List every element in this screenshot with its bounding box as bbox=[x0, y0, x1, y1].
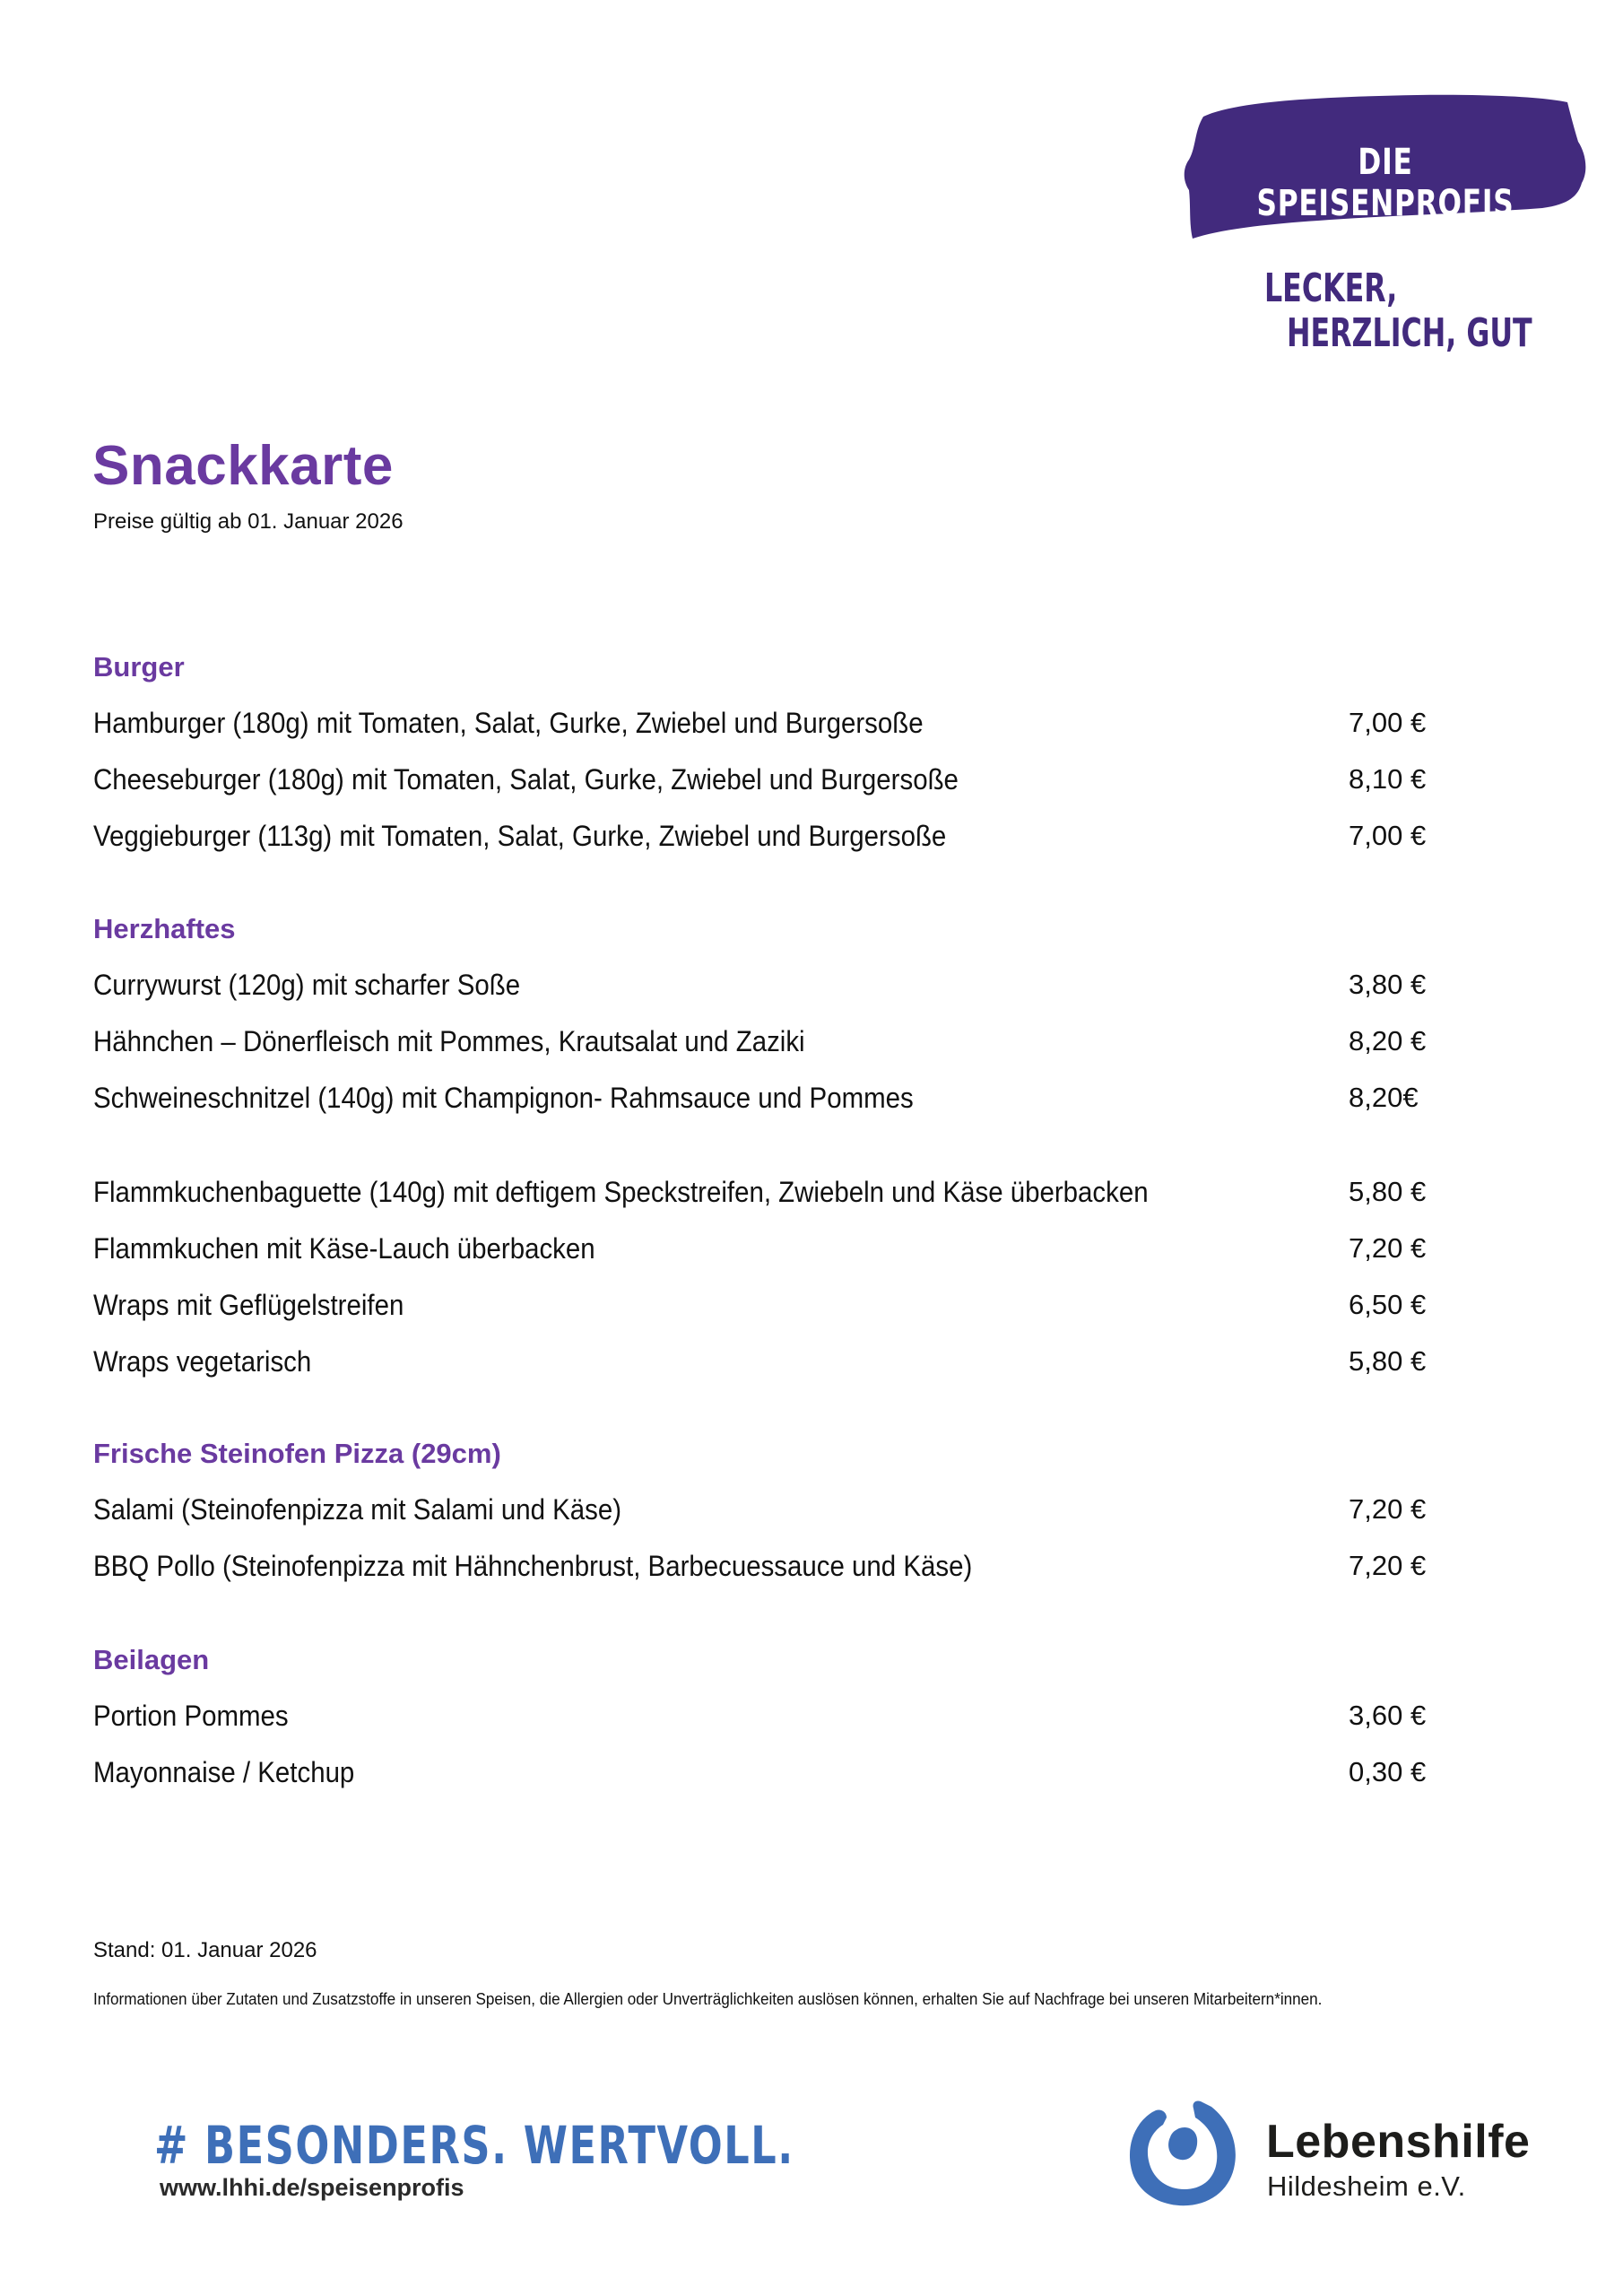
website-link[interactable]: www.lhhi.de/speisenprofis bbox=[160, 2174, 464, 2201]
org-subtitle: Hildesheim e.V. bbox=[1267, 2170, 1466, 2202]
item-price: 8,20€ bbox=[1349, 1082, 1419, 1113]
item-name: Veggieburger (113g) mit Tomaten, Salat, Gurke, Zwiebel und Burgersoße bbox=[93, 820, 947, 852]
speisenprofis-logo bbox=[1184, 90, 1587, 377]
item-price: 5,80 € bbox=[1349, 1345, 1427, 1377]
section-title-pizza: Frische Steinofen Pizza (29cm) bbox=[93, 1438, 501, 1469]
org-name: Lebenshilfe bbox=[1266, 2116, 1531, 2168]
item-price: 7,20 € bbox=[1349, 1232, 1427, 1264]
item-name: Wraps mit Geflügelstreifen bbox=[93, 1289, 404, 1321]
item-price: 6,50 € bbox=[1349, 1289, 1427, 1320]
item-name: Hähnchen – Dönerfleisch mit Pommes, Krautsalat und Zaziki bbox=[93, 1025, 805, 1057]
item-price: 0,30 € bbox=[1349, 1756, 1427, 1787]
item-price: 7,20 € bbox=[1349, 1493, 1427, 1525]
price-validity-note: Preise gültig ab 01. Januar 2026 bbox=[93, 509, 404, 534]
section-title-burger: Burger bbox=[93, 651, 185, 683]
section-title-herzhaftes: Herzhaftes bbox=[93, 913, 236, 944]
brand-slogan-line2: HERZLICH, GUT bbox=[1287, 310, 1532, 356]
item-price: 3,80 € bbox=[1349, 969, 1427, 1000]
brand-slogan-line1: LECKER, bbox=[1264, 265, 1398, 311]
item-name: Hamburger (180g) mit Tomaten, Salat, Gurke, Zwiebel und Burgersoße bbox=[93, 707, 924, 739]
item-name: Flammkuchen mit Käse-Lauch überbacken bbox=[93, 1232, 595, 1265]
menu-item bbox=[93, 1176, 1429, 1212]
item-price: 8,10 € bbox=[1349, 763, 1427, 795]
lebenshilfe-logo-icon bbox=[1125, 2094, 1242, 2211]
item-name: Flammkuchenbaguette (140g) mit deftigem Speckstreifen, Zwiebeln und Käse überbacken bbox=[93, 1176, 1149, 1208]
item-price: 8,20 € bbox=[1349, 1025, 1427, 1057]
menu-item bbox=[93, 763, 1429, 799]
menu-item bbox=[93, 969, 1429, 1004]
item-name: Cheeseburger (180g) mit Tomaten, Salat, Gurke, Zwiebel und Burgersoße bbox=[93, 763, 959, 796]
item-name: BBQ Pollo (Steinofenpizza mit Hähnchenbrust, Barbecuessauce und Käse) bbox=[93, 1550, 973, 1582]
item-name: Wraps vegetarisch bbox=[93, 1345, 312, 1378]
allergen-note: Informationen über Zutaten und Zusatzstoffe in unseren Speisen, die Allergien oder Unverträglichkeiten auslösen können, erhalten Sie auf Nachfrage bei unseren Mitarbeitern*innen. bbox=[93, 1990, 1323, 2008]
menu-item bbox=[93, 707, 1429, 743]
stand-date: Stand: 01. Januar 2026 bbox=[93, 1938, 317, 1962]
item-name: Schweineschnitzel (140g) mit Champignon- Rahmsauce und Pommes bbox=[93, 1082, 914, 1114]
menu-item bbox=[93, 1550, 1429, 1586]
item-price: 7,00 € bbox=[1349, 707, 1427, 738]
item-price: 7,20 € bbox=[1349, 1550, 1427, 1581]
item-name: Currywurst (120g) mit scharfer Soße bbox=[93, 969, 521, 1001]
hashtag-slogan: # BESONDERS. WERTVOLL. bbox=[154, 2115, 794, 2176]
menu-item bbox=[93, 1082, 1429, 1118]
menu-item bbox=[93, 1700, 1429, 1735]
item-price: 5,80 € bbox=[1349, 1176, 1427, 1207]
menu-item bbox=[93, 820, 1429, 856]
section-title-beilagen: Beilagen bbox=[93, 1644, 210, 1675]
item-name: Portion Pommes bbox=[93, 1700, 289, 1732]
menu-item bbox=[93, 1289, 1429, 1325]
item-name: Salami (Steinofenpizza mit Salami und Käse) bbox=[93, 1493, 622, 1526]
menu-item bbox=[93, 1345, 1429, 1381]
page-title: Snackkarte bbox=[92, 435, 394, 497]
menu-item bbox=[93, 1025, 1429, 1061]
brand-name: DIE SPEISENPROFIS bbox=[1256, 142, 1515, 224]
item-name: Mayonnaise / Ketchup bbox=[93, 1756, 355, 1788]
item-price: 3,60 € bbox=[1349, 1700, 1427, 1731]
item-price: 7,00 € bbox=[1349, 820, 1427, 851]
menu-item bbox=[93, 1232, 1429, 1268]
menu-item bbox=[93, 1756, 1429, 1792]
menu-item bbox=[93, 1493, 1429, 1529]
